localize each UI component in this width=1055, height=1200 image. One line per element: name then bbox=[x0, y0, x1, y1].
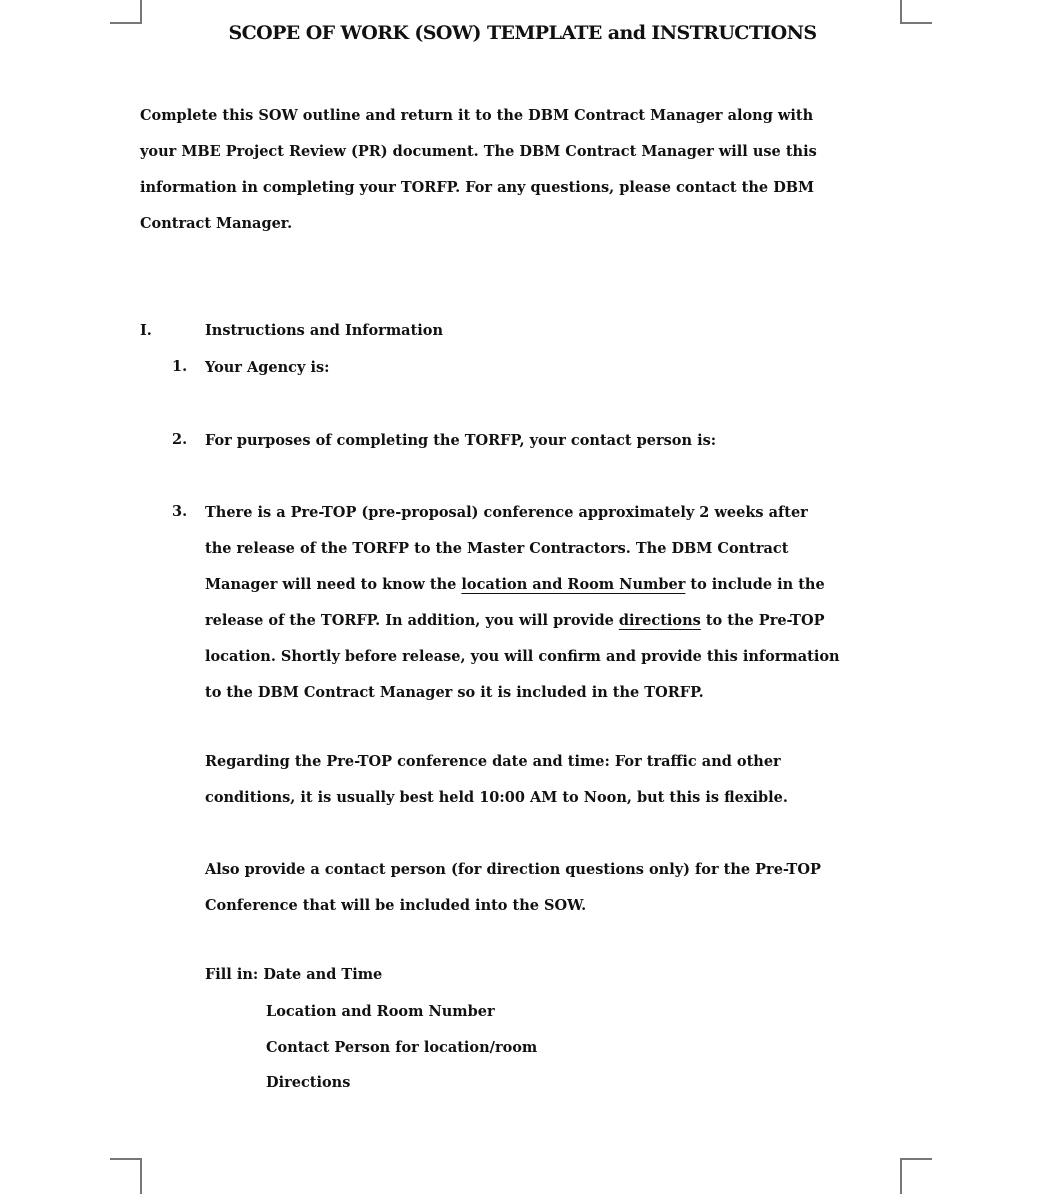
also-line: Also provide a contact person (for direction questions only) for the Pre-TOP bbox=[205, 861, 821, 878]
fill-in-item: Location and Room Number bbox=[266, 1003, 495, 1020]
section-number: I. bbox=[140, 322, 152, 339]
fill-in-label bbox=[205, 966, 382, 983]
list-item-contact-person: For purposes of completing the TORFP, your contact person is: bbox=[205, 432, 717, 449]
item3-line: the release of the TORFP to the Master Contractors. The DBM Contract bbox=[205, 540, 789, 557]
also-provide-paragraph bbox=[205, 852, 821, 924]
regarding-line: conditions, it is usually best held 10:00 AM to Noon, but this is flexible. bbox=[205, 789, 788, 806]
list-item-agency: Your Agency is: bbox=[205, 359, 330, 376]
crop-mark-top-right bbox=[900, 0, 932, 24]
fill-in-prefix: Fill in: bbox=[205, 966, 259, 983]
fill-in-item: Date and Time bbox=[263, 966, 383, 983]
intro-line: your MBE Project Review (PR) document. The DBM Contract Manager will use this bbox=[140, 143, 817, 160]
item3-text: release of the TORFP. In addition, you will provide bbox=[205, 612, 619, 629]
section-title: Instructions and Information bbox=[205, 322, 443, 339]
crop-mark-bottom-right bbox=[900, 1158, 932, 1194]
location-room-underlined: location and Room Number bbox=[461, 576, 686, 593]
regarding-line: Regarding the Pre-TOP conference date and time: For traffic and other bbox=[205, 753, 781, 770]
item3-line bbox=[205, 567, 840, 603]
intro-line: information in completing your TORFP. For any questions, please contact the DBM bbox=[140, 179, 815, 196]
item3-text: Manager will need to know the bbox=[205, 576, 462, 593]
item3-line: to the DBM Contract Manager so it is included in the TORFP. bbox=[205, 684, 704, 701]
item3-line: There is a Pre-TOP (pre-proposal) conference approximately 2 weeks after bbox=[205, 504, 808, 521]
crop-mark-bottom-left bbox=[110, 1158, 142, 1194]
list-item-number: 3. bbox=[172, 503, 188, 520]
list-item-number: 1. bbox=[172, 358, 188, 375]
document-title: SCOPE OF WORK (SOW) TEMPLATE and INSTRUCTIONS bbox=[228, 22, 817, 44]
list-item-number: 2. bbox=[172, 431, 188, 448]
regarding-paragraph bbox=[205, 744, 788, 816]
list-item-pre-top-conference bbox=[205, 495, 840, 711]
crop-mark-top-left bbox=[110, 0, 142, 24]
also-line: Conference that will be included into the SOW. bbox=[205, 897, 587, 914]
directions-underlined: directions bbox=[618, 612, 701, 629]
item3-line: location. Shortly before release, you will confirm and provide this information bbox=[205, 648, 840, 665]
intro-line: Contract Manager. bbox=[140, 215, 293, 232]
intro-line: Complete this SOW outline and return it to the DBM Contract Manager along with bbox=[140, 107, 814, 124]
fill-in-item: Directions bbox=[266, 1074, 351, 1091]
item3-text: to include in the bbox=[685, 576, 825, 593]
intro-paragraph bbox=[140, 98, 900, 242]
fill-in-item: Contact Person for location/room bbox=[266, 1039, 538, 1056]
item3-text: to the Pre-TOP bbox=[700, 612, 825, 629]
item3-line bbox=[205, 603, 840, 639]
